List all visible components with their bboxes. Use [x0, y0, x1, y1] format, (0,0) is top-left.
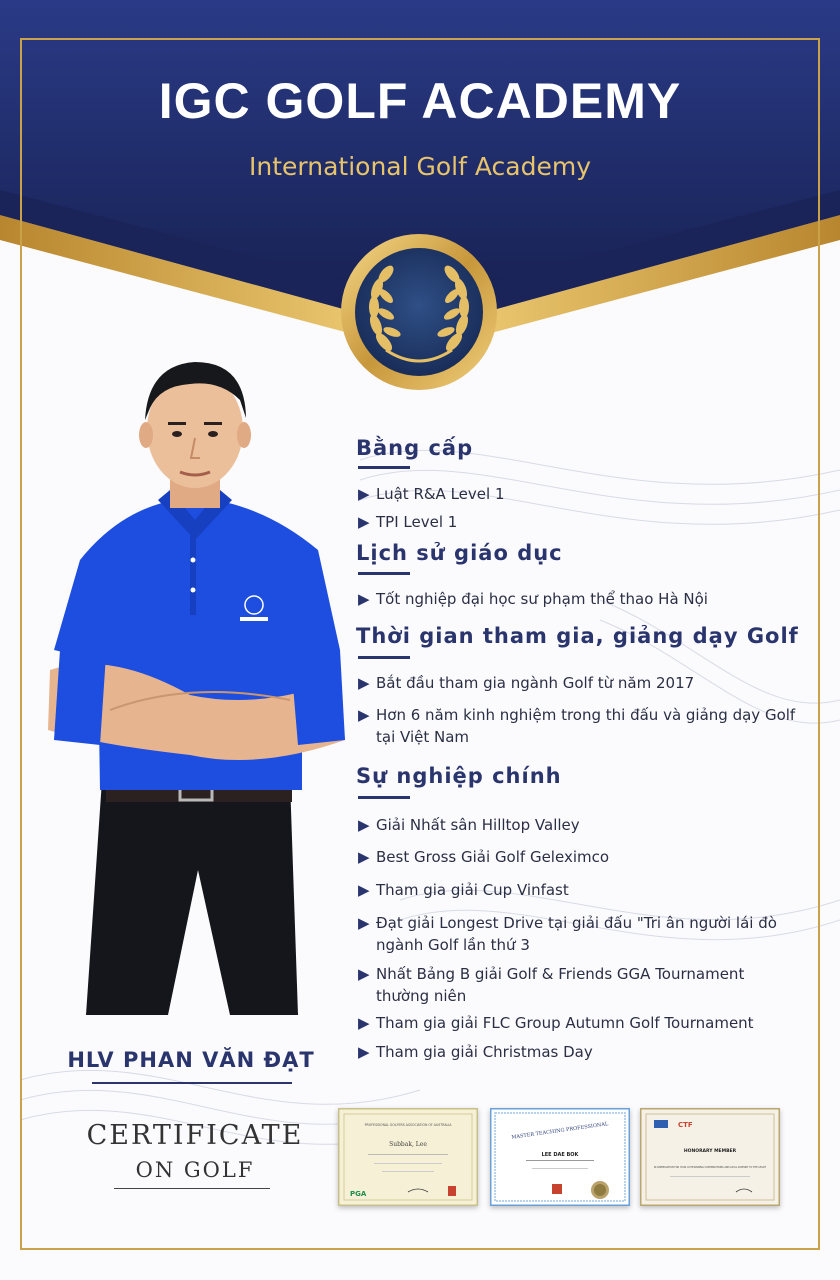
section-heading-career: Sự nghiệp chính	[356, 764, 562, 788]
ctf-certificate-thumbnail	[640, 1108, 780, 1206]
coach-photo	[40, 350, 350, 1020]
list-item: ▶ Tham gia giải Christmas Day	[358, 1043, 593, 1061]
academy-title: IGC GOLF ACADEMY	[158, 73, 682, 129]
arrow-bullet-icon: ▶	[358, 881, 370, 899]
pga-certificate-thumbnail	[338, 1108, 478, 1206]
svg-text:Subbak, Lee: Subbak, Lee	[389, 1141, 427, 1148]
list-item: ▶ Luật R&A Level 1	[358, 485, 505, 503]
academy-subtitle: International Golf Academy	[249, 152, 591, 181]
arrow-bullet-icon: ▶	[358, 513, 370, 531]
arrow-bullet-icon: ▶	[358, 485, 370, 503]
arrow-bullet-icon: ▶	[358, 1014, 370, 1032]
svg-text:MASTER TEACHING PROFESSIONAL: MASTER TEACHING PROFESSIONAL	[511, 1121, 609, 1141]
arrow-bullet-icon: ▶	[358, 848, 370, 866]
svg-text:CTF: CTF	[678, 1121, 693, 1129]
certificate-underline	[114, 1188, 270, 1189]
list-item: ▶ Tham gia giải FLC Group Autumn Golf Tournament	[358, 1014, 754, 1032]
list-item: ▶ Hơn 6 năm kinh nghiệm trong thi đấu và giảng dạy Golf tại Việt Nam	[358, 706, 796, 746]
coach-name-underline	[92, 1082, 292, 1084]
list-item: ▶ Bắt đầu tham gia ngành Golf từ năm 2017	[358, 674, 695, 692]
list-item: ▶ Tốt nghiệp đại học sư phạm thể thao Hà Nội	[358, 590, 708, 608]
section-heading-experience: Thời gian tham gia, giảng dạy Golf	[356, 624, 799, 648]
section-underline	[358, 796, 410, 799]
arrow-bullet-icon: ▶	[358, 914, 370, 932]
section-underline	[358, 656, 410, 659]
certificate-subtitle: ON GOLF	[135, 1158, 255, 1182]
list-item: ▶ Đạt giải Longest Drive tại giải đấu "Tri ân người lái đò ngành Golf lần thứ 3	[358, 914, 777, 954]
svg-text:HONORARY MEMBER: HONORARY MEMBER	[683, 1149, 737, 1154]
svg-text:PGA: PGA	[350, 1190, 367, 1198]
arrow-bullet-icon: ▶	[358, 706, 370, 724]
section-heading-qualifications: Bằng cấp	[356, 436, 474, 460]
section-heading-education: Lịch sử giáo dục	[356, 541, 563, 565]
list-item: ▶ TPI Level 1	[358, 513, 458, 531]
laurel-medal-icon	[326, 232, 512, 392]
arrow-bullet-icon: ▶	[358, 590, 370, 608]
svg-text:LEE DAE BOK: LEE DAE BOK	[541, 1152, 579, 1158]
arrow-bullet-icon: ▶	[358, 674, 370, 692]
section-underline	[358, 466, 410, 469]
arrow-bullet-icon: ▶	[358, 816, 370, 834]
svg-text:IN APPRECIATION FOR YOUR OUTST: IN APPRECIATION FOR YOUR OUTSTANDING CONTRIBUTIONS AND LOYAL SUPPORT TO THE LEGOT	[653, 1166, 767, 1169]
list-item: ▶ Best Gross Giải Golf Geleximco	[358, 848, 610, 866]
certificate-title: CERTIFICATE	[86, 1120, 304, 1151]
list-item: ▶ Tham gia giải Cup Vinfast	[358, 881, 569, 899]
svg-text:PROFESSIONAL GOLFERS ASSOCIATI: PROFESSIONAL GOLFERS ASSOCIATION OF AUSTRALIA	[364, 1123, 452, 1127]
arrow-bullet-icon: ▶	[358, 965, 370, 983]
section-underline	[358, 572, 410, 575]
master-teaching-certificate-thumbnail	[490, 1108, 630, 1206]
coach-name: HLV PHAN VĂN ĐẠT	[67, 1048, 315, 1072]
list-item: ▶ Nhất Bảng B giải Golf & Friends GGA Tournament thường niên	[358, 965, 745, 1005]
list-item: ▶ Giải Nhất sân Hilltop Valley	[358, 816, 580, 834]
arrow-bullet-icon: ▶	[358, 1043, 370, 1061]
